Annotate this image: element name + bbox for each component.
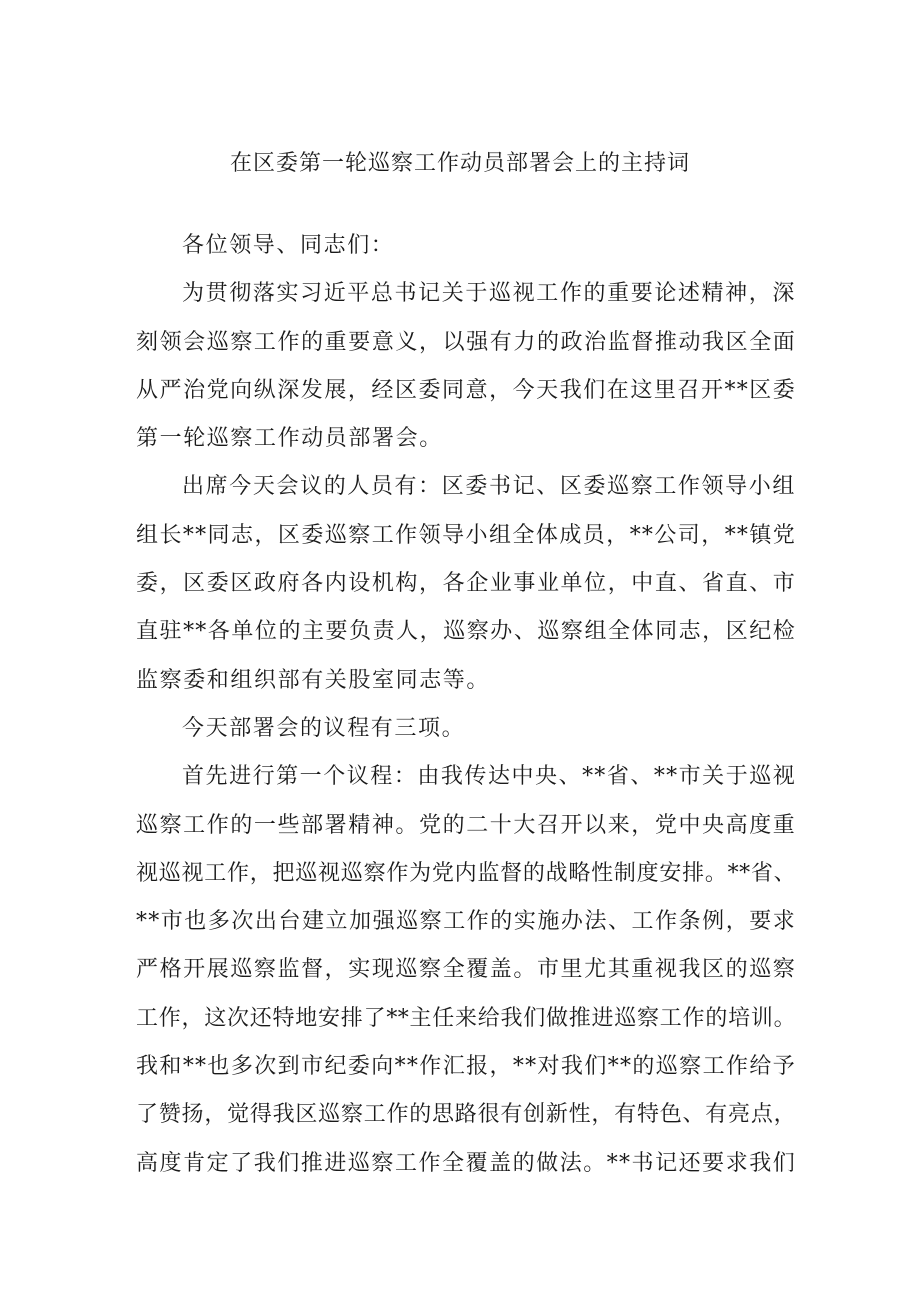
text-line: 监察委和组织部有关股室同志等。 [136, 667, 491, 693]
text-line: 直驻**各单位的主要负责人，巡察办、巡察组全体同志，区纪检 [136, 619, 796, 645]
text-line: 刻领会巡察工作的重要意义，以强有力的政治监督推动我区全面 [136, 329, 796, 355]
text-line: 各位领导、同志们： [182, 233, 395, 258]
text-line: 我和**也多次到市纪委向**作汇报，**对我们**的巡察工作给予 [136, 1054, 796, 1080]
text-line: 组长**同志，区委巡察工作领导小组全体成员，**公司，**镇党 [136, 522, 796, 548]
text-line: 首先进行第一个议程：由我传达中央、**省、**市关于巡视 [182, 764, 796, 790]
text-line: 严格开展巡察监督，实现巡察全覆盖。市里尤其重视我区的巡察 [136, 957, 796, 983]
text-line: 今天部署会的议程有三项。 [182, 715, 466, 741]
text-line: 为贯彻落实习近平总书记关于巡视工作的重要论述精神，深 [182, 281, 796, 307]
text-line: 委，区委区政府各内设机构，各企业事业单位，中直、省直、市 [136, 571, 796, 597]
text-line: 工作，这次还特地安排了**主任来给我们做推进巡察工作的培训。 [136, 1005, 796, 1031]
text-line: 了赞扬，觉得我区巡察工作的思路很有创新性，有特色、有亮点， [136, 1102, 796, 1128]
document-title: 在区委第一轮巡察工作动员部署会上的主持词 [229, 151, 690, 176]
document-body [136, 222, 796, 1188]
text-line: 高度肯定了我们推进巡察工作全覆盖的做法。**书记还要求我们 [136, 1150, 796, 1176]
text-line: 出席今天会议的人员有：区委书记、区委巡察工作领导小组 [182, 474, 796, 500]
text-line: 第一轮巡察工作动员部署会。 [136, 426, 443, 452]
text-line: **市也多次出台建立加强巡察工作的实施办法、工作条例，要求 [136, 909, 796, 935]
text-line: 从严治党向纵深发展，经区委同意，今天我们在这里召开**区委 [136, 377, 796, 403]
text-line: 视巡视工作，把巡视巡察作为党内监督的战略性制度安排。**省、 [136, 860, 796, 886]
text-line: 巡察工作的一些部署精神。党的二十大召开以来，党中央高度重 [136, 812, 796, 838]
